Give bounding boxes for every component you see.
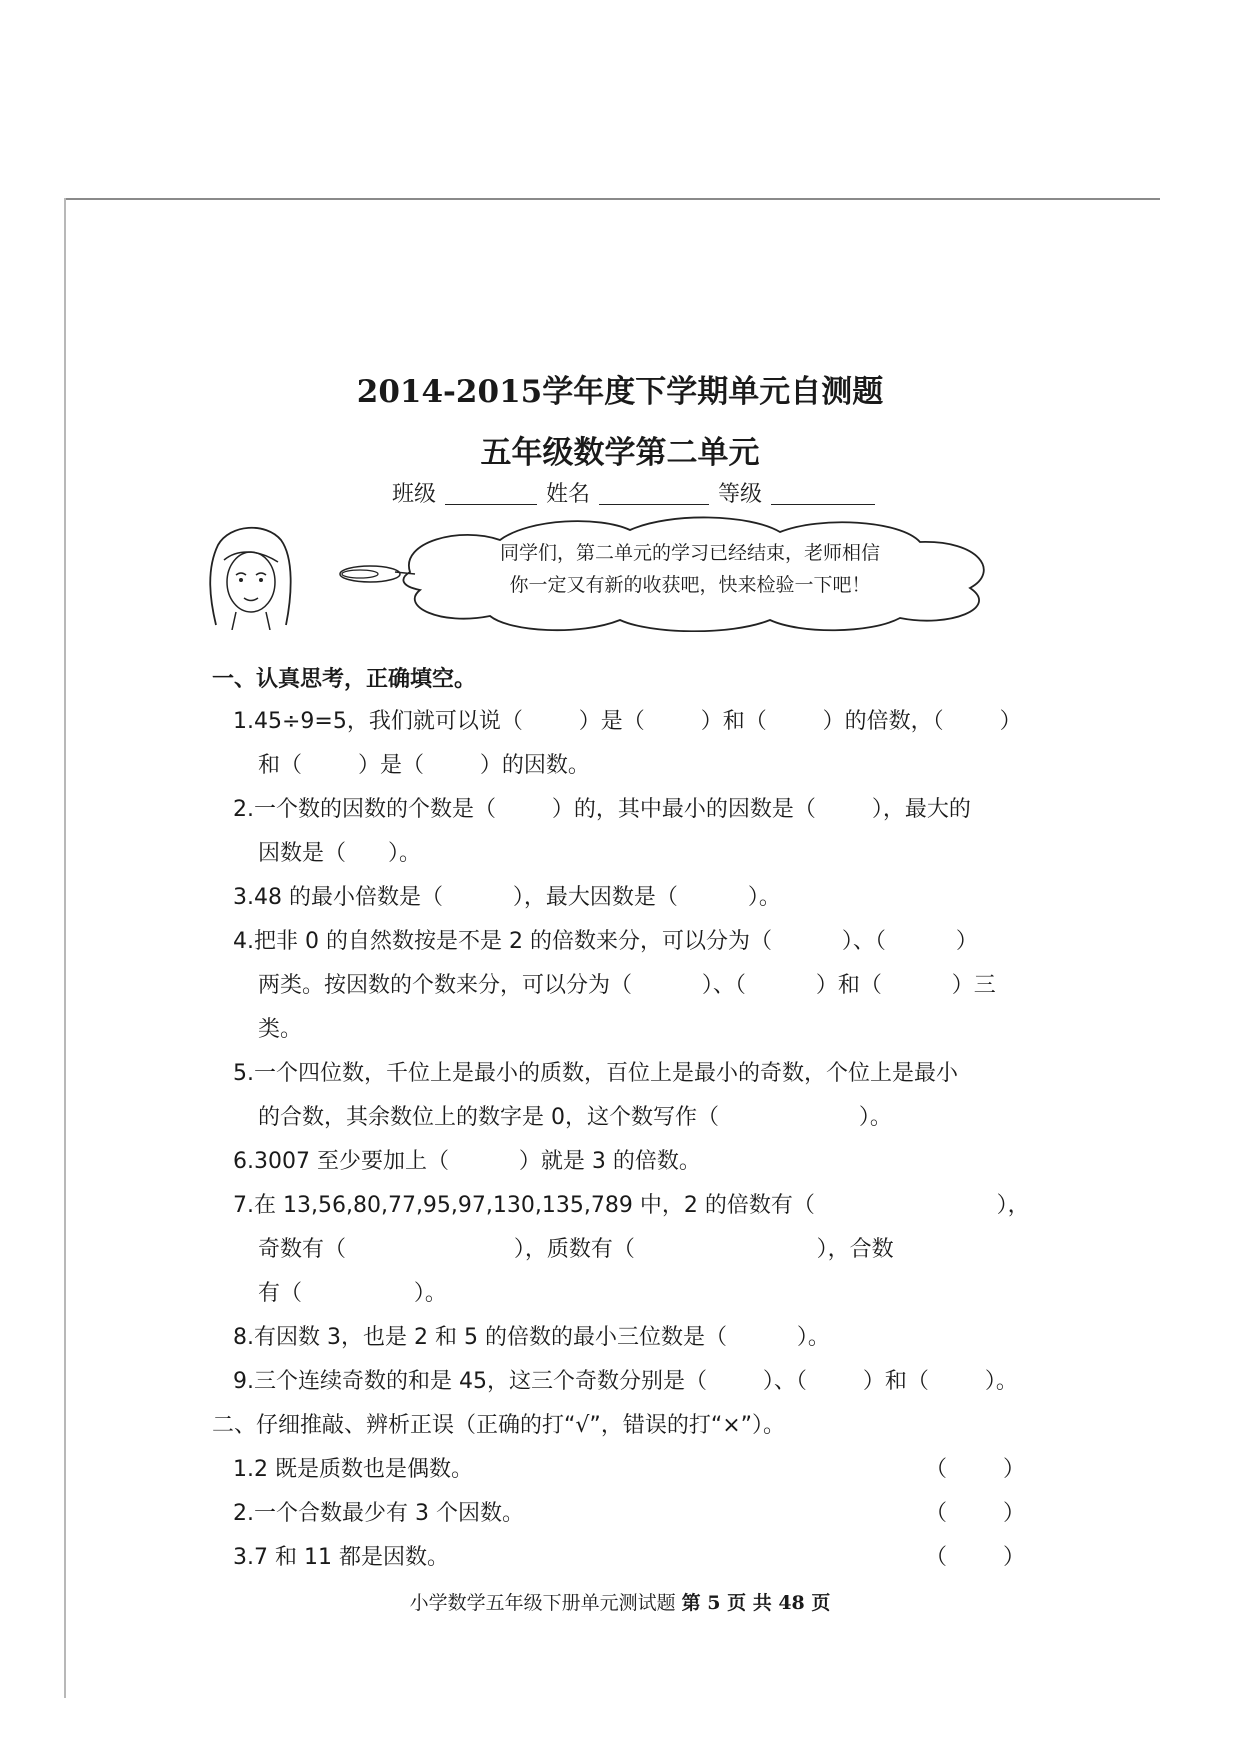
question-line: 3.48 的最小倍数是（ ），最大因数是（ ）。 (233, 885, 781, 910)
class-label: 班级 (392, 482, 437, 507)
name-field[interactable] (599, 482, 709, 505)
class-field[interactable] (445, 482, 537, 505)
judge-item-text: 2.一个合数最少有 3 个因数。 (233, 1501, 524, 1526)
judge-answer-box[interactable]: （ ） (925, 1457, 1025, 1482)
girl-illustration (196, 520, 306, 630)
question-line: 1.45÷9=5，我们就可以说（ ）是（ ）和（ ）的倍数，（ ） (233, 709, 1022, 734)
judge-item-text: 3.7 和 11 都是因数。 (233, 1545, 449, 1570)
question-line: 9.三个连续奇数的和是 45，这三个奇数分别是（ ）、（ ）和（ ）。 (233, 1369, 1018, 1394)
student-info-row (392, 477, 877, 508)
scan-border-left (64, 198, 66, 1698)
footer-text: 小学数学五年级下册单元测试题 (409, 1592, 676, 1614)
judge-answer-box[interactable]: （ ） (925, 1501, 1025, 1526)
intro-line-2: 你一定又有新的收获吧，快来检验一下吧！ (509, 574, 871, 596)
name-label: 姓名 (546, 482, 591, 507)
question-line: 5.一个四位数，千位上是最小的质数，百位上是最小的奇数，个位上是最小 (233, 1061, 958, 1086)
grade-field[interactable] (771, 482, 875, 505)
question-line: 4.把非 0 的自然数按是不是 2 的倍数来分，可以分为（ ）、（ ） (233, 929, 978, 954)
question-line: 两类。按因数的个数来分，可以分为（ ）、（ ）和（ ）三 (258, 973, 996, 998)
question-line: 6.3007 至少要加上（ ）就是 3 的倍数。 (233, 1149, 701, 1174)
scan-border (64, 198, 1160, 200)
question-line: 2.一个数的因数的个数是（ ）的，其中最小的因数是（ ），最大的 (233, 797, 971, 822)
question-line: 因数是（ ）。 (258, 841, 421, 866)
question-line: 类。 (258, 1017, 303, 1042)
judge-answer-box[interactable]: （ ） (925, 1545, 1025, 1570)
section-1-title: 一、认真思考，正确填空。 (212, 667, 477, 692)
page-footer (0, 1588, 1240, 1615)
question-line: 8.有因数 3，也是 2 和 5 的倍数的最小三位数是（ ）。 (233, 1325, 830, 1350)
grade-label: 等级 (718, 482, 763, 507)
question-line: 有（ ）。 (258, 1281, 447, 1306)
section-2-title: 二、仔细推敲、辨析正误（正确的打“√”，错误的打“×”）。 (212, 1413, 786, 1438)
page-title: 2014-2015学年度下学期单元自测题 (356, 374, 884, 410)
page-subtitle: 五年级数学第二单元 (480, 435, 760, 471)
question-line: 奇数有（ ），质数有（ ），合数 (258, 1237, 894, 1262)
question-line: 的合数，其余数位上的数字是 0，这个数写作（ ）。 (258, 1105, 892, 1130)
page-number: 第 5 页 共 48 页 (681, 1592, 831, 1614)
intro-line-1: 同学们，第二单元的学习已经结束，老师相信 (499, 542, 880, 564)
judge-item-text: 1.2 既是质数也是偶数。 (233, 1457, 473, 1482)
question-line: 7.在 13,56,80,77,95,97,130,135,789 中，2 的倍数有（ ）， (233, 1193, 1030, 1218)
question-line: 和（ ）是（ ）的因数。 (258, 753, 590, 778)
